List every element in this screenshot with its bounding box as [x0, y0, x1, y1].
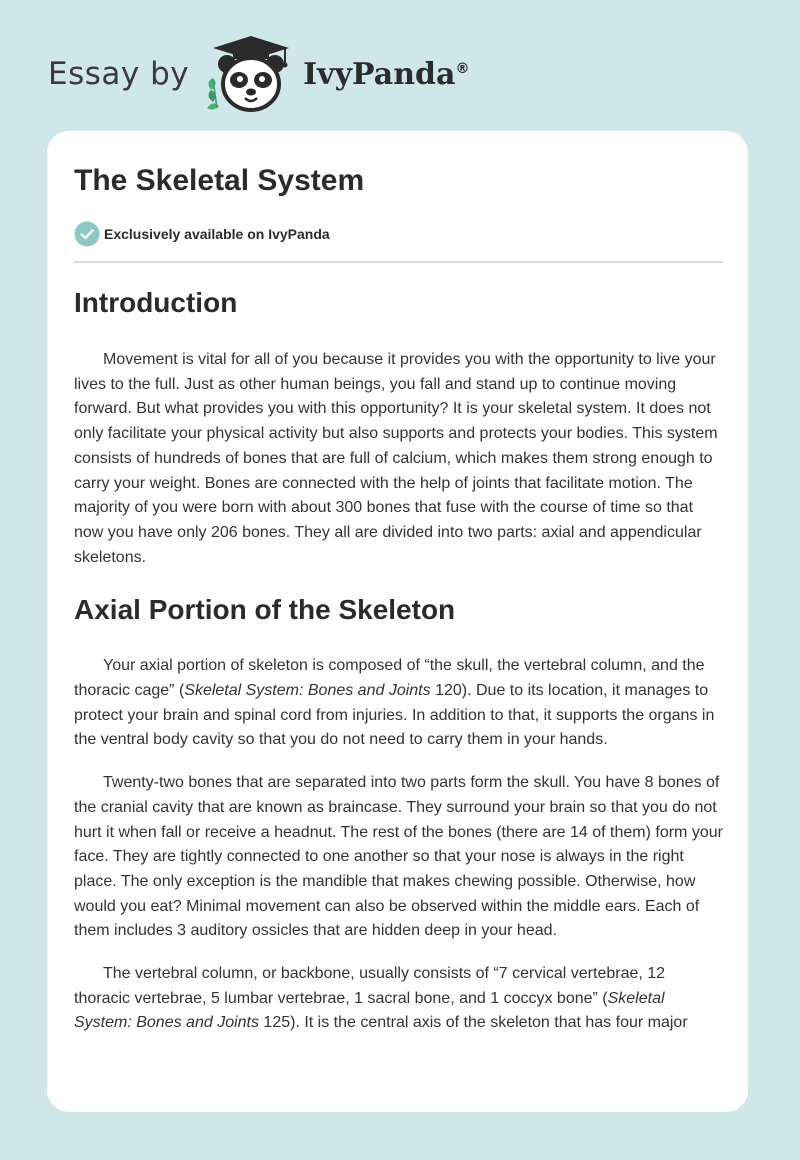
exclusive-badge: [74, 221, 330, 247]
essay-card: [47, 131, 748, 1112]
citation-title: Skeletal System: Bones and Joints: [184, 682, 431, 700]
citation-title: Skeletal System: Bones and Joints: [74, 989, 665, 1032]
exclusive-badge-label: Exclusively available on IvyPanda: [104, 226, 330, 242]
essay-by-label: Essay by: [48, 56, 190, 92]
check-circle-icon: [74, 221, 100, 247]
registered-mark: ®: [455, 60, 470, 77]
paragraph: Movement is vital for all of you because it provides you with the opportunity to live your lives to the full. Just as other human beings, you fall and stand up to continue moving forward. But what provides you with this opportunity? It is your skeletal system. It does not only facilitate your physical activity but also supports and protects your bodies. This system consists of hundreds of bones that are full of calcium, which makes them strong enough to carry your weight. Bones are connected with the help of joints that facilitate motion. The majority of you were born with about 300 bones that fuse with the course of time so that now you have only 206 bones. They all are divided into two parts: axial and appendicular skeletons.: [74, 351, 718, 566]
brand-name[interactable]: IvyPanda®: [303, 56, 470, 92]
paragraph: Your axial portion of skeleton is composed of “the skull, the vertebral column, and the thoracic cage” (Skeletal System: Bones and Joints 120). Due to its location, it manages to protect your brain and spinal cord from injuries. In addition to that, it supports the organs in the ventral body cavity so that you do not need to carry them in your hands.: [74, 657, 715, 749]
paragraph: The vertebral column, or backbone, usually consists of “7 cervical vertebrae, 12 thoracic vertebrae, 5 lumbar vertebrae, 1 sacral bone, and 1 coccyx bone” (Skeletal System: Bones and Joints 125). It is the central axis of the skeleton that has four major: [74, 965, 688, 1032]
essay-content: [74, 281, 723, 1036]
page-title: The Skeletal System: [74, 164, 365, 197]
title-divider: [74, 261, 723, 263]
section-introduction: [74, 281, 723, 570]
section-axial-portion: [74, 588, 723, 1036]
paragraph: Twenty-two bones that are separated into two parts form the skull. You have 8 bones of the cranial cavity that are known as braincase. They surround your brain so that you do not hurt it when fall or receive a headnut. The rest of the bones (there are 14 of them) form your face. They are tightly connected to one another so that your nose is always in the right place. The only exception is the mandible that makes chewing possible. Otherwise, how would you eat? Minimal movement can also be observed within the middle ears. Each of them includes 3 auditory ossicles that are hidden deep in your head.: [74, 774, 723, 940]
panda-logo-icon[interactable]: [203, 34, 299, 114]
section-heading: Introduction: [74, 287, 238, 318]
site-header: [48, 34, 469, 114]
section-heading: Axial Portion of the Skeleton: [74, 594, 456, 626]
